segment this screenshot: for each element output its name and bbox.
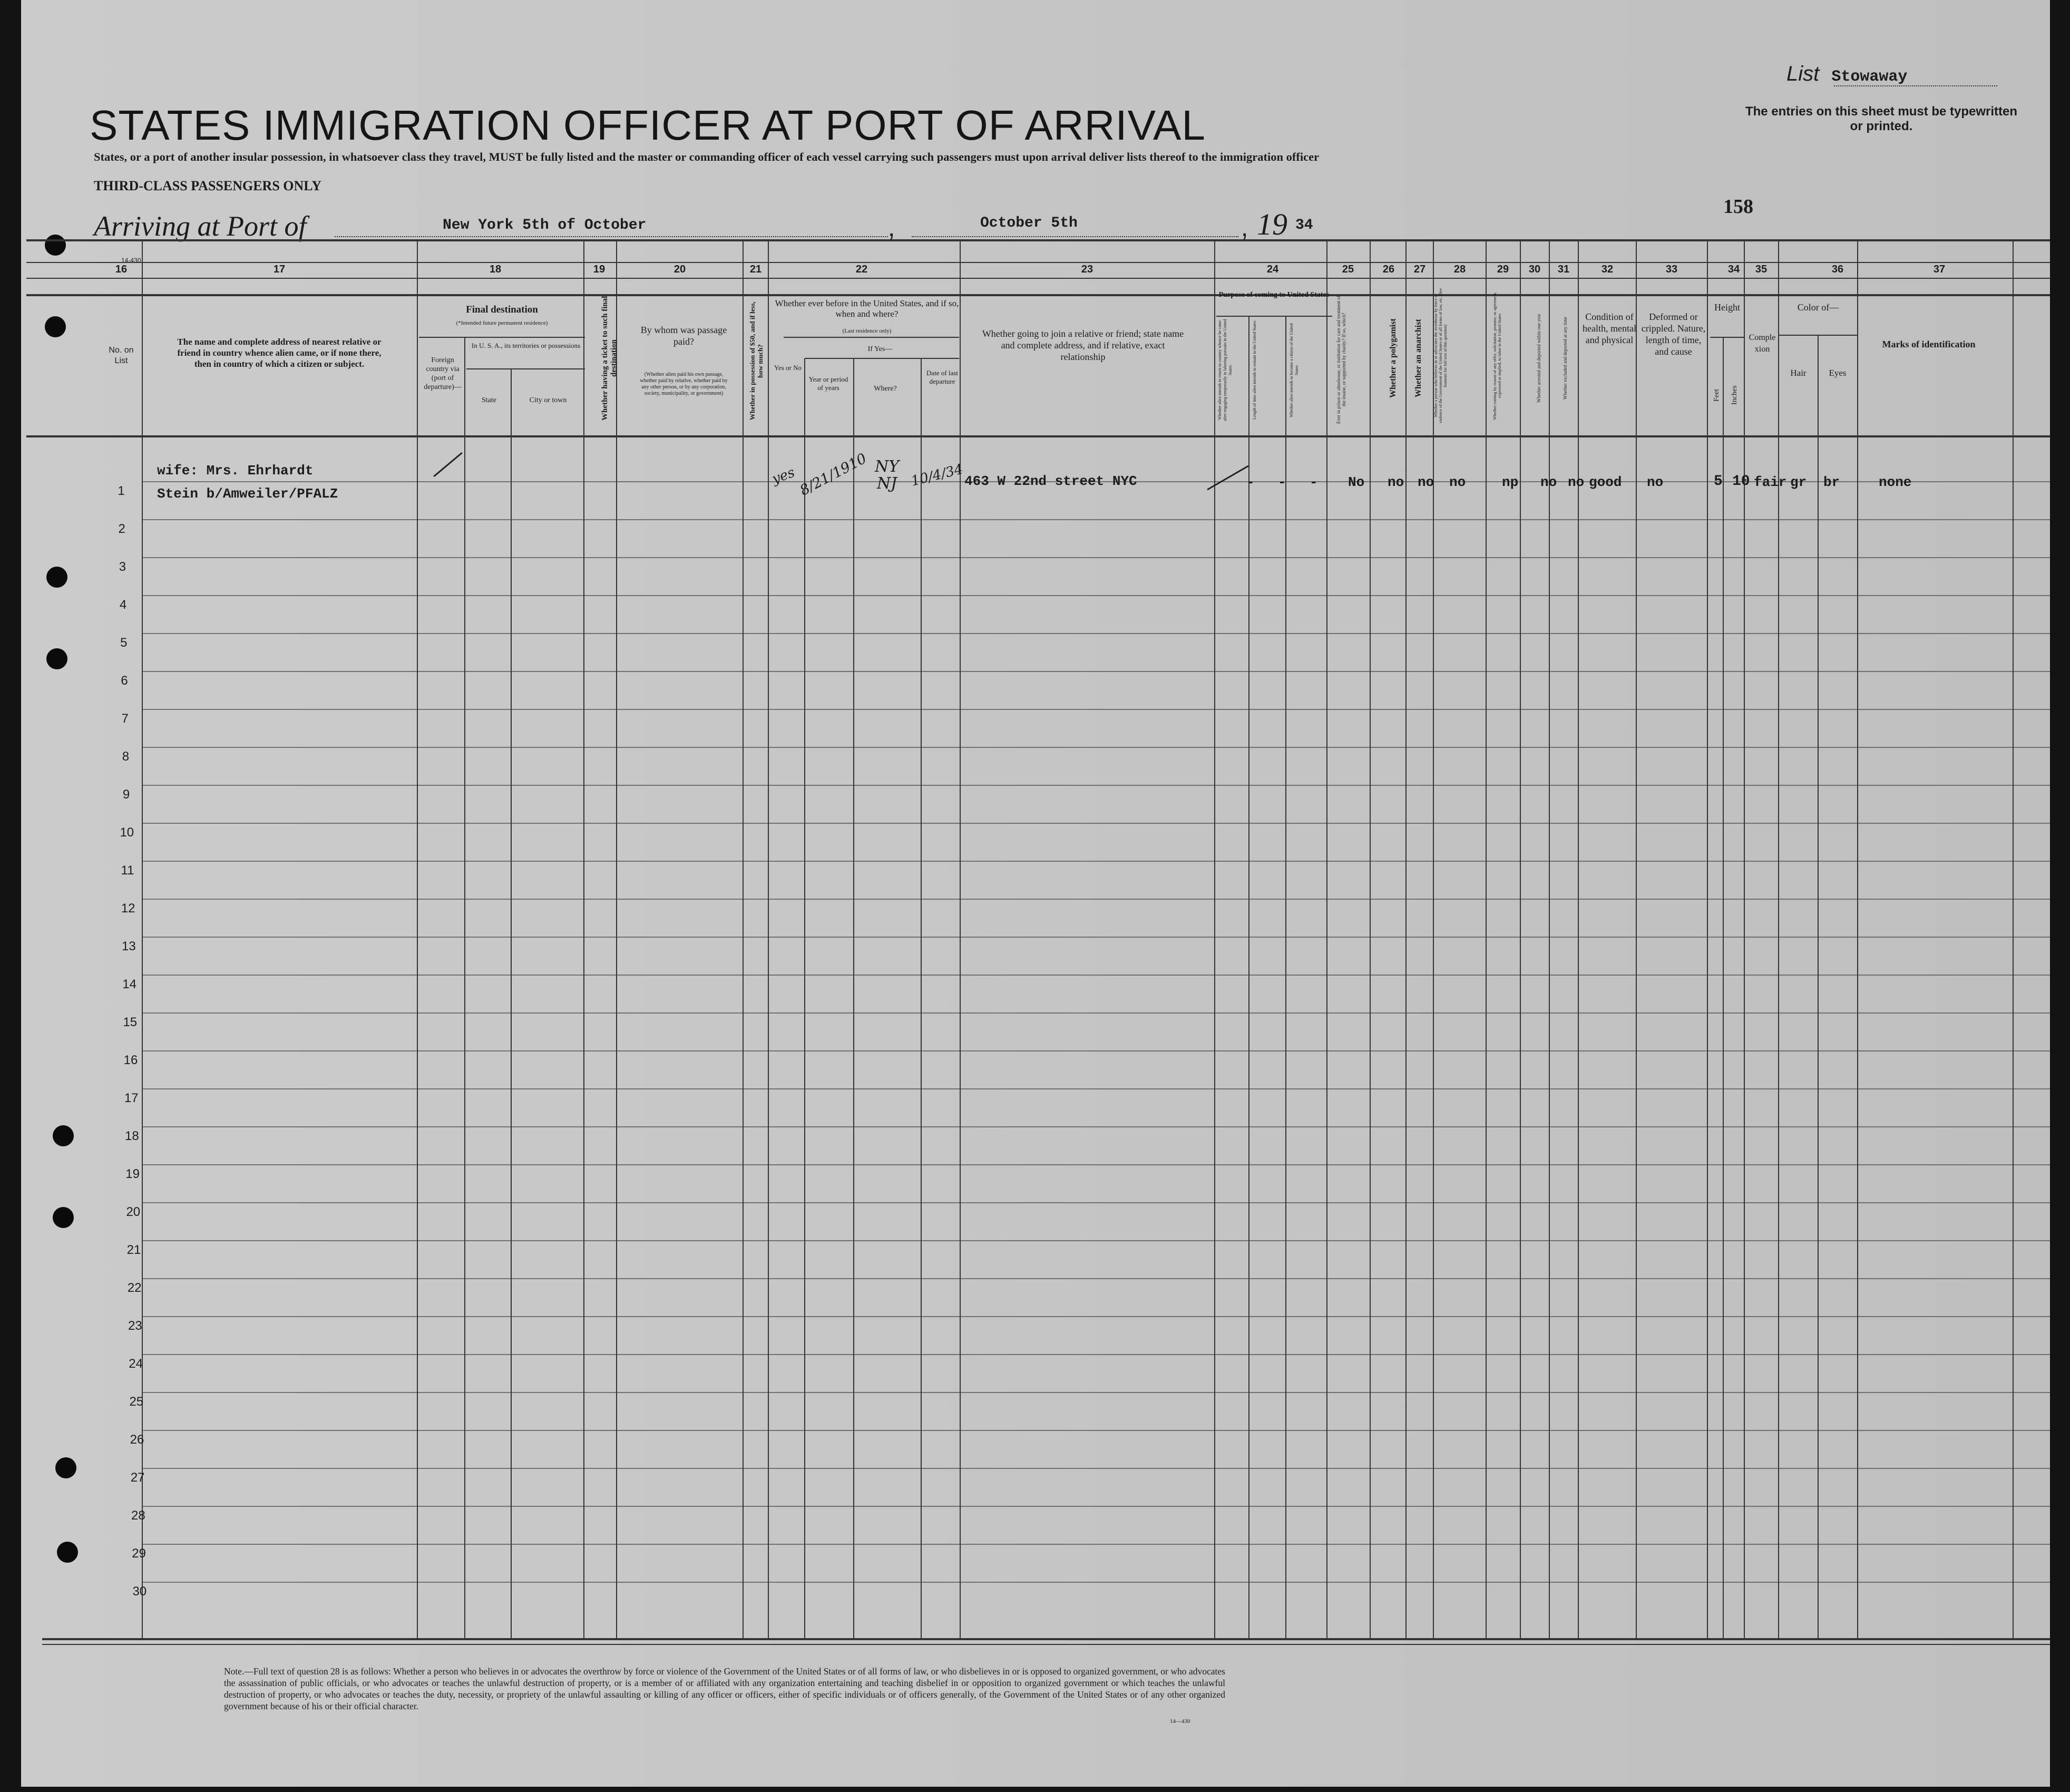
passenger-class: THIRD-CLASS PASSENGERS ONLY — [94, 178, 322, 193]
column-number: 16 — [115, 264, 128, 275]
column-number: 30 — [1528, 264, 1541, 275]
header-purpose-citizen: Whether alien intends to become a citizen of the United States — [1289, 323, 1299, 417]
row-number: 20 — [126, 1205, 141, 1219]
header-anarchist: Whether an anarchist — [1414, 319, 1423, 398]
row-number: 23 — [128, 1319, 142, 1333]
header-hair: Hair — [1790, 368, 1807, 378]
row-number: 27 — [130, 1470, 145, 1485]
row-number: 19 — [125, 1167, 140, 1181]
purpose-length-value: - — [1278, 474, 1286, 490]
page-number: 158 — [1723, 196, 1753, 218]
column-number: 29 — [1497, 264, 1509, 275]
overthrow-value: no — [1449, 474, 1466, 490]
row-number: 4 — [119, 598, 127, 612]
header-ticket: Whether having a ticket to such final destination — [601, 296, 618, 421]
year-suffix: 34 — [1295, 217, 1313, 233]
header-yes-or-no: Yes or No — [774, 364, 802, 372]
row-number: 21 — [126, 1243, 141, 1257]
header-passage-paid: By whom was passage paid? — [640, 325, 727, 347]
header-final-destination-note: (*Intended future permanent residence) — [456, 320, 548, 326]
ever-in-us-departure: 10/4/34 — [909, 461, 965, 490]
header-where: Where? — [874, 385, 897, 393]
footnote-code: 14—430 — [1170, 1718, 1190, 1725]
marks-value: none — [1879, 474, 1912, 490]
header-complexion: Complexion — [1749, 333, 1776, 354]
polygamist-value: no — [1388, 474, 1404, 490]
relative-name: wife: Mrs. Ehrhardt — [157, 463, 314, 479]
row-number: 30 — [132, 1584, 147, 1599]
list-type-value: Stowaway — [1831, 68, 1908, 86]
header-color-of: Color of— — [1797, 302, 1839, 313]
column-number: 17 — [273, 264, 286, 275]
row-number: 29 — [132, 1546, 146, 1561]
column-number: 25 — [1342, 264, 1354, 275]
header-prison: Ever in prison or almshouse, or institution for care and treatment of the insane, or supported by charity? If so, which? — [1336, 296, 1346, 424]
column-number: 33 — [1665, 264, 1678, 275]
header-marks: Marks of identification — [1882, 339, 1976, 349]
row-number: 5 — [120, 636, 128, 650]
header-city: City or town — [529, 396, 567, 404]
complexion-value: fair — [1754, 474, 1787, 490]
header-purpose: Purpose of coming to United States — [1218, 291, 1330, 299]
date-value: October 5th — [980, 215, 1078, 231]
form-code: 14-430 — [121, 257, 141, 264]
comma-2: , — [1241, 214, 1248, 242]
joining-address: 463 W 22nd street NYC — [964, 473, 1137, 489]
year-prefix: 19 — [1257, 207, 1287, 241]
header-foreign-country: Foreign country via (port of departure)— — [424, 356, 462, 391]
header-passage-note: (Whether alien paid his own passage, whether paid by relative, whether paid by any other person, or by any corporation, society, municipality, or government) — [640, 372, 728, 396]
row-number: 26 — [130, 1433, 144, 1447]
column-number: 28 — [1453, 264, 1466, 275]
header-if-yes: If Yes— — [867, 345, 893, 353]
eyes-value: br — [1823, 474, 1840, 490]
column-number: 23 — [1081, 264, 1093, 275]
header-year: Year or period of years — [808, 375, 848, 392]
ever-in-us-yes: yes — [770, 464, 797, 488]
purpose-return-value: - — [1246, 474, 1255, 490]
height-inches-value: 10 — [1732, 473, 1750, 490]
subtitle-text: States, or a port of another insular possession, in whatsoever class they travel, MUST be fully listed and the master or commanding officer of each vessel carrying such passengers must upon arrival deliver lists thereof to the immigration officer — [94, 150, 1320, 163]
column-number: 27 — [1413, 264, 1426, 275]
header-polygamist: Whether a polygamist — [1389, 318, 1398, 398]
header-in-usa: In U. S. A., its territories or possessions — [471, 342, 581, 349]
anarchist-value: no — [1418, 474, 1434, 490]
header-inches: Inches — [1731, 385, 1739, 405]
row-number: 15 — [123, 1015, 138, 1029]
column-number: 18 — [489, 264, 502, 275]
row-number: 22 — [127, 1281, 142, 1295]
row-number: 25 — [129, 1395, 144, 1409]
labor-offer-value: np — [1502, 474, 1519, 490]
row-number: 18 — [125, 1129, 139, 1143]
row-number: 3 — [119, 560, 126, 574]
header-height: Height — [1714, 302, 1740, 313]
column-number: 19 — [593, 264, 606, 275]
row-number: 12 — [121, 901, 135, 916]
hair-value: gr — [1790, 474, 1807, 490]
form-grid — [21, 0, 2050, 1787]
typewritten-note: The entries on this sheet must be typewritten or printed. — [1745, 104, 2018, 133]
height-feet-value: 5 — [1714, 473, 1723, 490]
header-feet: Feet — [1713, 388, 1721, 402]
footnote-text: Note.—Full text of question 28 is as follows: Whether a person who believes in or advocates the overthrow by force or violence of the Government of the United States or of all forms of law, or who disbelieves in or is opposed to organized government, or who advocates the assassination of public officials, or who advocates or teaches the unlawful destruction of property, or is a member of or affiliated with any organization entertaining and teaching disbelief in or opposition to organized government or which teaches the unlawful destruction of property, or who advocates or teaches the duty, necessity, or propriety of the unlawful assaulting or killing of any officer or officers, either of specific individuals or of officers generally, of the Government of the United States or of any other organized government because of his or their official character. — [224, 1666, 1225, 1711]
row-number: 6 — [121, 674, 128, 688]
row-number: 2 — [118, 522, 125, 536]
header-no-on-list: No. on List — [109, 346, 134, 365]
header-going-to-join: Whether going to join a relative or friend; state name and complete address, and if relative, exact relationship — [982, 328, 1184, 362]
header-deformed: Deformed or crippled. Nature, length of time, and cause — [1641, 311, 1706, 357]
row-number: 9 — [122, 787, 130, 802]
header-health: Condition of health, mental and physical — [1583, 311, 1636, 345]
column-number: 34 — [1727, 264, 1740, 275]
ever-in-us-year: 8/21/1910 — [797, 450, 870, 499]
column-number: 35 — [1755, 264, 1768, 275]
header-departure: Date of last departure — [926, 369, 958, 385]
column-number: 37 — [1933, 264, 1946, 275]
header-relative: The name and complete address of nearest relative or friend in country whence alien came, or if none there, then in country of which a citizen or subject. — [177, 337, 382, 369]
column-number: 31 — [1557, 264, 1570, 275]
column-number: 22 — [855, 264, 868, 275]
row-number: 14 — [122, 977, 136, 991]
column-number: 36 — [1831, 264, 1844, 275]
health-value: good — [1589, 474, 1622, 490]
purpose-citizen-value: - — [1310, 474, 1318, 490]
column-number: 20 — [673, 264, 686, 275]
column-number: 21 — [749, 264, 762, 275]
relative-address: Stein b/Amweiler/PFALZ — [157, 486, 338, 502]
row-number: 16 — [123, 1053, 138, 1067]
header-final-destination: Final destination — [466, 304, 538, 315]
header-ever-in-us: Whether ever before in the United States, and if so, when and where? — [775, 298, 959, 319]
list-label-text: List — [1786, 62, 1820, 85]
header-arrested: Whether arrested and deported within one year — [1536, 314, 1541, 403]
row-number: 24 — [129, 1357, 143, 1371]
header-state: State — [482, 396, 496, 404]
page-title: STATES IMMIGRATION OFFICER AT PORT OF ARRIVAL — [90, 102, 1206, 149]
row-number: 17 — [124, 1091, 139, 1105]
header-purpose-length: Length of time alien intends to remain in the United States — [1252, 320, 1257, 420]
excluded-value: no — [1568, 474, 1585, 490]
comma-1: , — [888, 214, 895, 242]
column-number: 24 — [1266, 264, 1279, 275]
header-overthrow: Whether a person who believes in or advocates the overthrow by force or violence of the Government of the United States or of all forms of law, etc. (See footnote for full text of this question) — [1433, 288, 1448, 424]
header-labor-offer: Whether coming by reason of any offer, solicitation, promise, or agreement, expressed or implied, to labor in the United States — [1492, 291, 1502, 420]
header-purpose-return: Whether alien intends to return to country whence he came after engaging temporarily in laboring pursuits in the United States — [1217, 319, 1233, 422]
row-number: 8 — [122, 749, 130, 764]
row-number: 13 — [122, 939, 136, 953]
row-number: 11 — [121, 863, 134, 878]
prison-value: No — [1348, 474, 1365, 490]
column-number: 26 — [1382, 264, 1395, 275]
port-value: New York 5th of October — [443, 217, 647, 233]
ever-in-us-where: NY NJ — [874, 457, 900, 493]
manifest-page — [21, 0, 2050, 1787]
row-number: 7 — [121, 712, 129, 726]
arrested-value: no — [1540, 474, 1557, 490]
header-eyes: Eyes — [1829, 368, 1847, 378]
row-number: 28 — [131, 1508, 145, 1523]
row-number: 10 — [120, 825, 134, 840]
header-fifty-dollars: Whether in possession of $50, and if less, how much? — [748, 301, 764, 421]
column-number: 32 — [1601, 264, 1614, 275]
header-last-residence: (Last residence only) — [842, 328, 892, 334]
arriving-label: Arriving at Port of — [94, 210, 307, 242]
deformed-value: no — [1647, 474, 1664, 490]
row-number: 1 — [118, 484, 125, 498]
header-excluded: Whether excluded and deported at any time — [1563, 317, 1568, 400]
